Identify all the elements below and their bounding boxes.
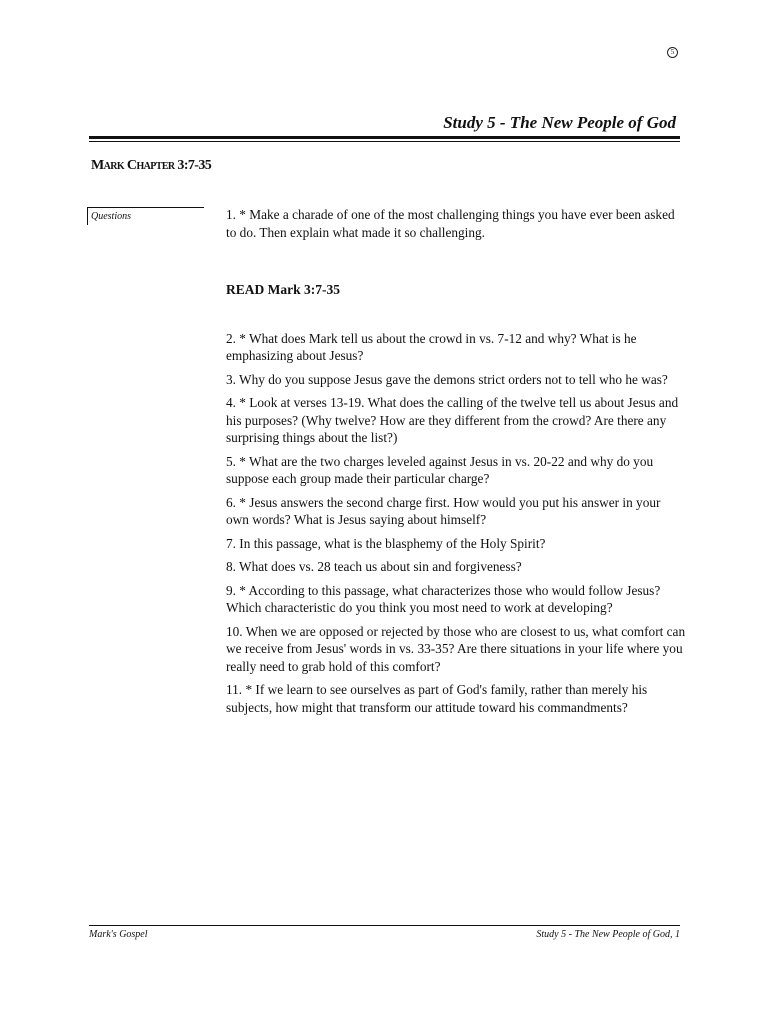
footer-rule [89, 925, 680, 926]
question-7: 7. In this passage, what is the blasphemy of the Holy Spirit? [226, 535, 546, 551]
question-2: 2. * What does Mark tell us about the crowd in vs. 7-12 and why? What is he emphasizing about Jesus? [226, 330, 637, 363]
question-list [226, 206, 686, 722]
header-rule-thin [89, 141, 680, 142]
question-8: 8. What does vs. 28 teach us about sin and forgiveness? [226, 559, 522, 574]
study-number-badge: 5 [667, 47, 678, 58]
question-4: 4. * Look at verses 13-19. What does the calling of the twelve tell us about Jesus and his purposes? (Why twelve? How are they different from the crowd? Are there any surprising things about the list?) [226, 395, 679, 445]
footer-book-title: Mark's Gospel [89, 929, 148, 940]
chapter-heading: Mark Chapter 3:7-35 [91, 158, 212, 173]
header-rule-thick [89, 136, 680, 139]
question-3: 3. Why do you suppose Jesus gave the demons strict orders not to tell who he was? [226, 371, 668, 387]
question-10: 10. When we are opposed or rejected by those who are closest to us, what comfort can we receive from Jesus' words in vs. 33-35? Are there situations in your life where you really need to grab hold of this comfort? [226, 623, 686, 674]
question-11: 11. * If we learn to see ourselves as part of God's family, rather than merely his subjects, how might that transform our attitude toward his commandments? [226, 682, 648, 715]
study-title: Study 5 - The New People of God [443, 113, 676, 132]
questions-label: Questions [91, 211, 131, 222]
read-passage-heading: READ Mark 3:7-35 [226, 282, 340, 297]
question-6: 6. * Jesus answers the second charge first. How would you put his answer in your own words? What is Jesus saying about himself? [226, 494, 661, 527]
question-1: 1. * Make a charade of one of the most challenging things you have ever been asked to do. Then explain what made it so challenging. [226, 207, 675, 240]
question-5: 5. * What are the two charges leveled against Jesus in vs. 20-22 and why do you suppose each group made their particular charge? [226, 453, 654, 486]
footer-page-label: Study 5 - The New People of God, 1 [536, 929, 680, 940]
question-9: 9. * According to this passage, what characterizes those who would follow Jesus? Which characteristic do you think you most need to work at developing? [226, 582, 661, 615]
